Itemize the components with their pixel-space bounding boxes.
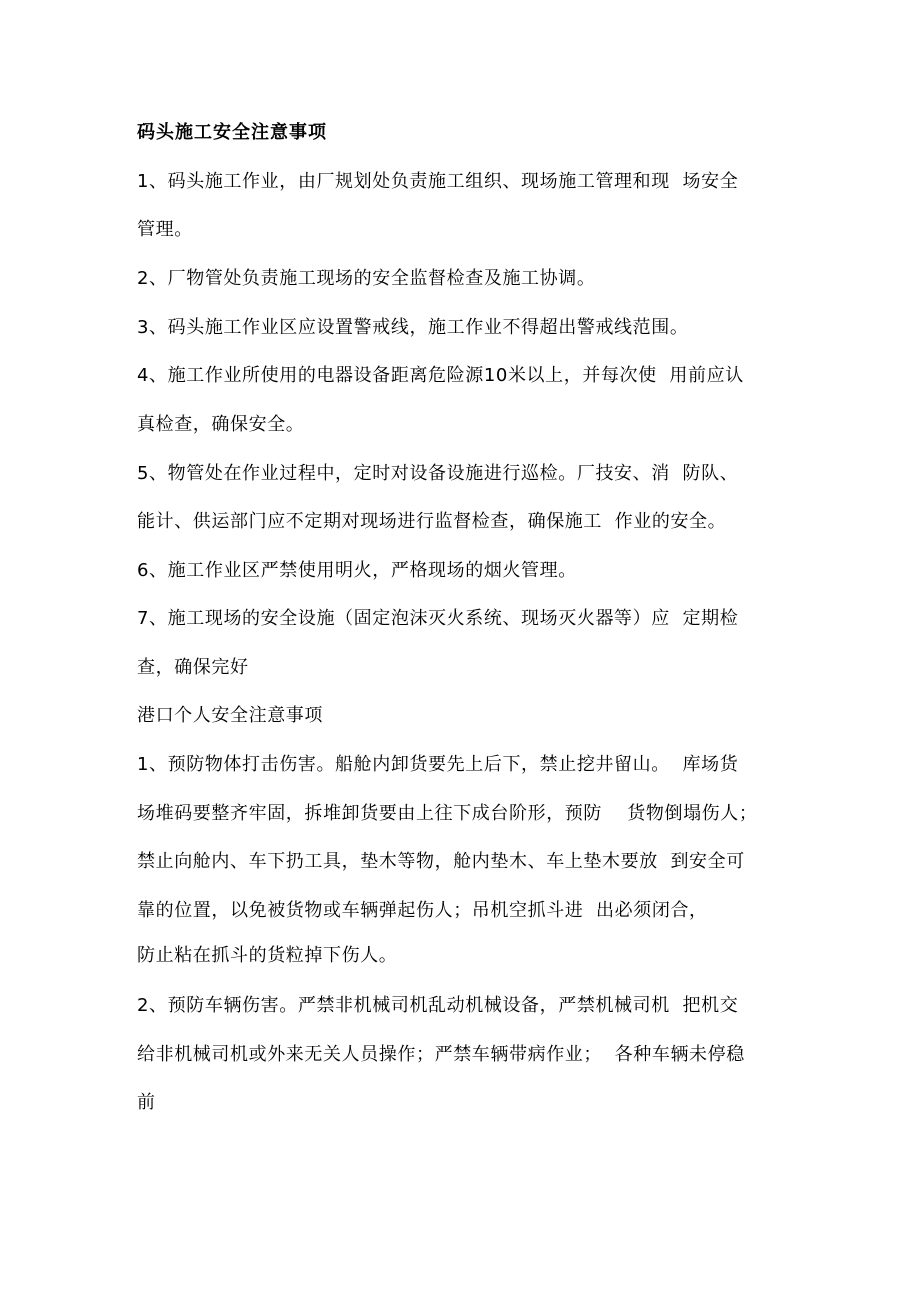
text-line: 防止粘在抓斗的货粒掉下伤人。 (137, 945, 398, 966)
section-title: 港口个人安全注意事项 (137, 705, 323, 726)
document-title: 码头施工安全注意事项 (137, 122, 327, 143)
text-line: 前 (137, 1092, 156, 1113)
text-line: 7、施工现场的安全设施（固定泡沫灭火系统、现场灭火器等）应 定期检 (137, 608, 739, 629)
text-line: 3、码头施工作业区应设置警戒线，施工作业不得超出警戒线范围。 (137, 317, 689, 338)
text-line: 1、码头施工作业，由厂规划处负责施工组织、现场施工管理和现 场安全 (137, 171, 739, 192)
text-line: 1、预防物体打击伤害。船舱内卸货要先上后下，禁止挖井留山。 库场货 (137, 754, 739, 775)
text-line: 靠的位置，以免被货物或车辆弹起伤人；吊机空抓斗进 出必须闭合， (137, 900, 708, 921)
text-line: 管理。 (137, 219, 193, 240)
text-line: 2、厂物管处负责施工现场的安全监督检查及施工协调。 (137, 268, 596, 289)
text-line: 给非机械司机或外来无关人员操作；严禁车辆带病作业； 各种车辆未停稳 (137, 1044, 745, 1065)
text-line: 2、预防车辆伤害。严禁非机械司机乱动机械设备，严禁机械司机 把机交 (137, 995, 739, 1016)
text-line: 场堆码要整齐牢固，拆堆卸货要由上往下成台阶形，预防 货物倒塌伤人； (137, 803, 758, 824)
text-line: 4、施工作业所使用的电器设备距离危险源10米以上，并每次使 用前应认 (137, 365, 744, 386)
text-line: 5、物管处在作业过程中，定时对设备设施进行巡检。厂技安、消 防队、 (137, 463, 739, 484)
text-line: 6、施工作业区严禁使用明火，严格现场的烟火管理。 (137, 560, 577, 581)
text-line: 能计、供运部门应不定期对现场进行监督检查，确保施工 作业的安全。 (137, 511, 727, 532)
text-line: 真检查，确保安全。 (137, 414, 305, 435)
text-line: 查，确保完好 (137, 657, 249, 678)
text-line: 禁止向舱内、车下扔工具，垫木等物，舱内垫木、车上垫木要放 到安全可 (137, 851, 745, 872)
